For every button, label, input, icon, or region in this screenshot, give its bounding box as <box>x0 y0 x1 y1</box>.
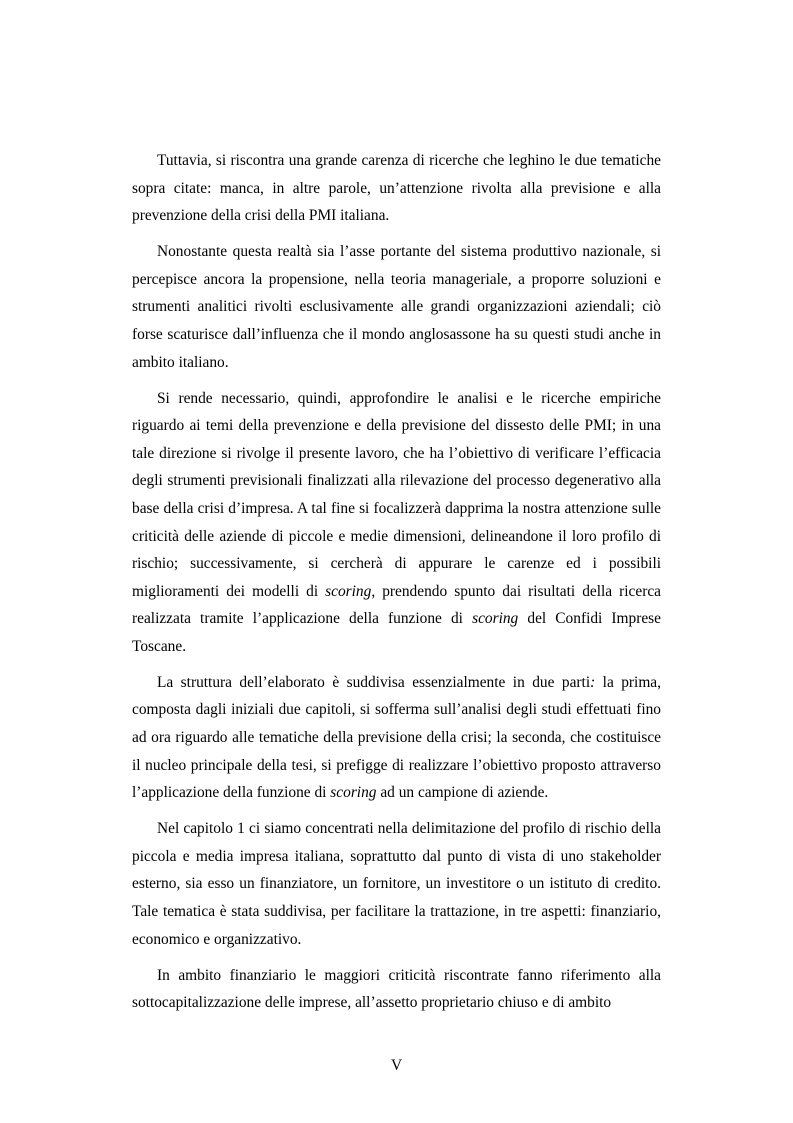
italic-text: : <box>590 673 596 691</box>
paragraph <box>132 238 661 376</box>
italic-text: scoring <box>330 784 377 802</box>
text-run: Si rende necessario, quindi, approfondire le analisi e le ricerche empiriche riguardo ai temi della prevenzione e della previsione del dissesto delle PMI; in una tale direzione si rivolge il presente lavoro, che ha l’obiettivo di verificare l’efficacia degli strumenti previsionali finalizzati alla rilevazione del processo degenerativo alla base della crisi d’impresa. A tal fine si focalizzerà dapprima la nostra attenzione sulle criticità delle aziende di piccole e medie dimensioni, delineandone il loro profilo di rischio; successivamente, si cercherà di appurare le carenze ed i possibili miglioramenti dei modelli di <box>132 389 661 600</box>
paragraph <box>132 962 661 1017</box>
paragraph <box>132 147 661 230</box>
paragraph <box>132 669 661 807</box>
text-run: Nel capitolo 1 ci siamo concentrati nella delimitazione del profilo di rischio della piccola e media impresa italiana, soprattutto dal punto di vista di uno stakeholder esterno, sia esso un finanziatore, un fornitore, un investitore o un istituto di credito. Tale tematica è stata suddivisa, per facilitare la trattazione, in tre aspetti: finanziario, economico e organizzativo. <box>132 820 661 948</box>
text-run: del Confidi Imprese Toscane. <box>132 610 661 655</box>
page-number: V <box>390 1057 403 1074</box>
paragraph <box>132 385 661 661</box>
text-run: la prima, composta dagli iniziali due capitoli, si sofferma sull’analisi degli studi effettuati fino ad ora riguardo alle tematiche della previsione della crisi; la seconda, che costituisce il nucleo principale della tesi, si prefigge di realizzare l’obiettivo proposto attraverso l’applicazione della funzione di <box>132 673 661 802</box>
text-run: ad un campione di aziende. <box>376 784 549 802</box>
text-run: , prendendo spunto dai risultati della ricerca realizzata tramite l’applicazione della funzione di <box>132 582 661 628</box>
paragraph <box>132 815 661 953</box>
text-run: Nonostante questa realtà sia l’asse portante del sistema produttivo nazionale, si percepisce ancora la propensione, nella teoria manageriale, a proporre soluzioni e strumenti analitici rivolti esclusivamente alle grandi organizzazioni aziendali; ciò forse scaturisce dall’influenza che il mondo anglosassone ha su questi studi anche in ambito italiano. <box>132 243 661 371</box>
text-run: In ambito finanziario le maggiori criticità riscontrate fanno riferimento alla sottocapitalizzazione delle imprese, all’assetto proprietario chiuso e di ambito <box>132 966 661 1012</box>
text-run: Tuttavia, si riscontra una grande carenza di ricerche che leghino le due tematiche sopra citate: manca, in altre parole, un’attenzione rivolta alla previsione e alla prevenzione della crisi della PMI italiana. <box>132 152 661 225</box>
italic-text: scoring <box>325 582 372 600</box>
body-text <box>132 147 661 1025</box>
text-run: La struttura dell’elaborato è suddivisa essenzialmente in due parti <box>157 673 591 691</box>
italic-text: scoring <box>472 610 519 628</box>
